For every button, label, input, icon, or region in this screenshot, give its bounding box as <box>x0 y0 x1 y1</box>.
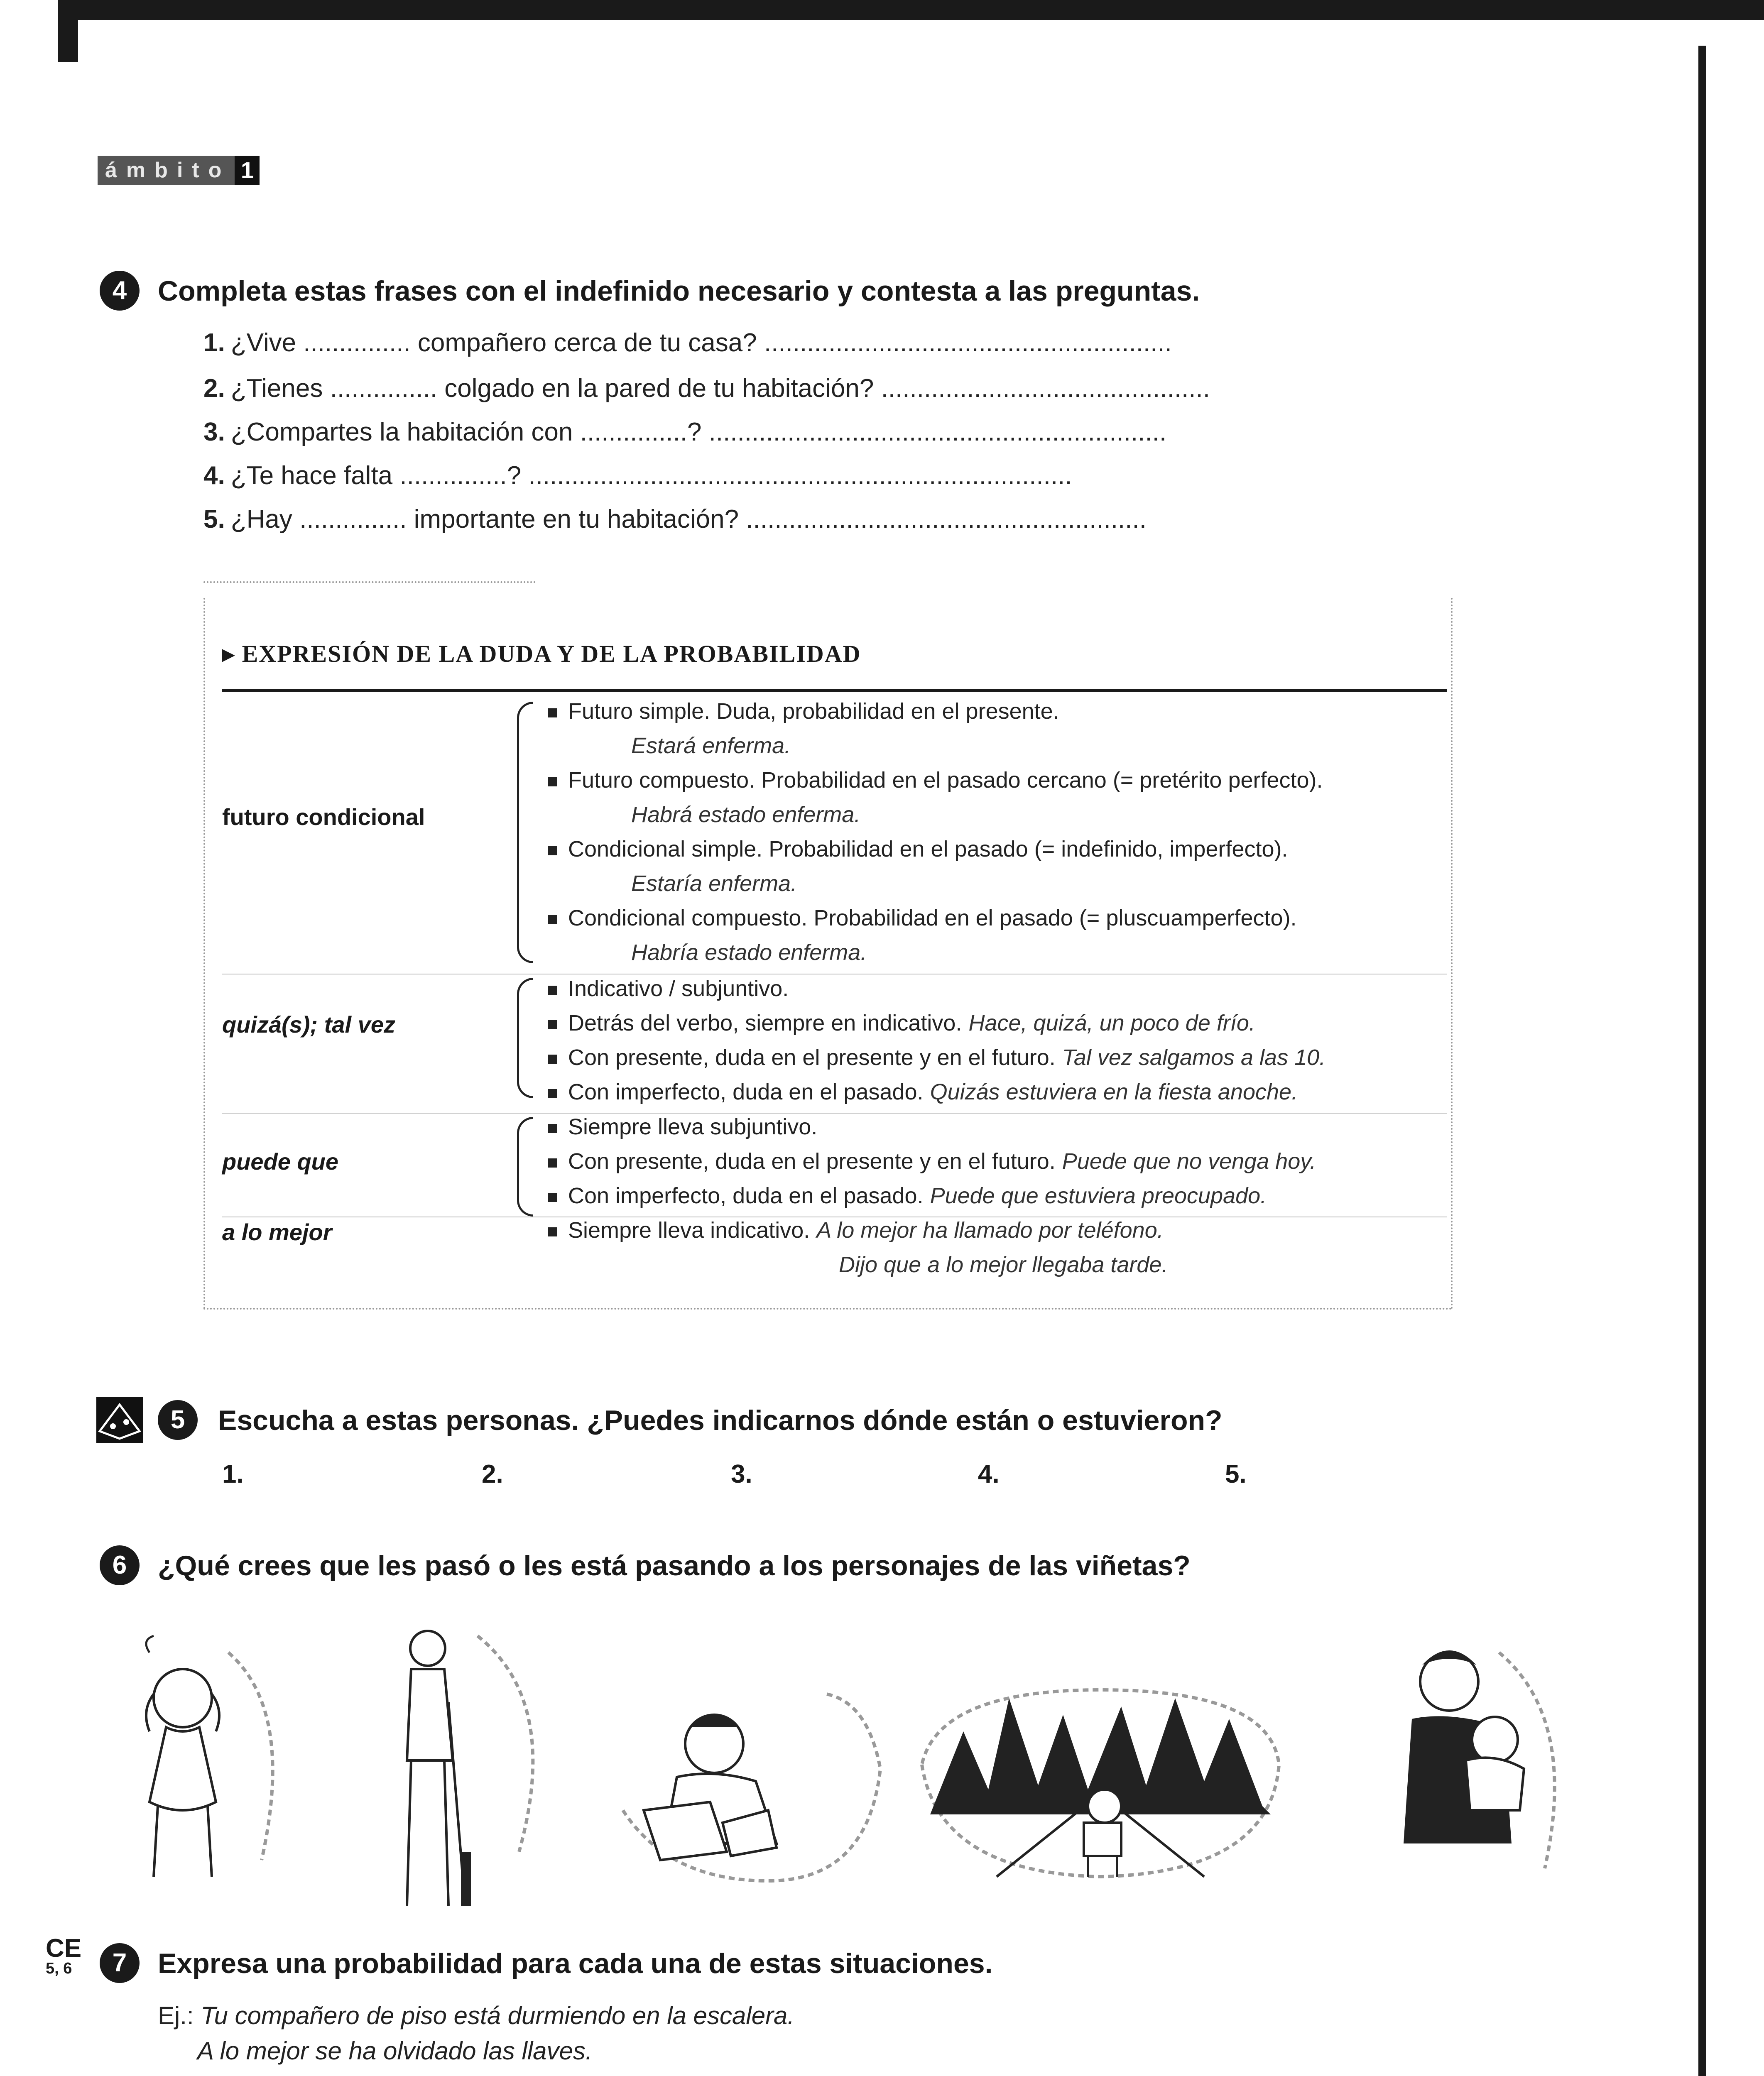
term-puede-que: puede que <box>222 1148 339 1175</box>
term-quiza-tal-vez: quizá(s); tal vez <box>222 1011 395 1038</box>
exercise-5-title: Escucha a estas personas. ¿Puedes indicarnos dónde están o estuvieron? <box>218 1405 1223 1436</box>
man-on-crutches-illustration <box>382 1619 556 1922</box>
man-reading-letter-illustration <box>619 1686 884 1885</box>
rule-line: Con presente, duda en el presente y en el futuro. Puede que no venga hoy. <box>548 1148 1316 1174</box>
answer-slot: 1. <box>222 1460 244 1488</box>
rule-line: Siempre lleva indicativo. A lo mejor ha llamado por teléfono. <box>548 1217 1164 1243</box>
cross-reference-label: CE 5, 6 <box>46 1934 82 1977</box>
rule-example: Estaría enferma. <box>631 871 797 896</box>
exercise-4-item: 1. ¿Vive ............... compañero cerca de tu casa? ......................................................... <box>203 328 1172 357</box>
rule-example: Dijo que a lo mejor llegaba tarde. <box>839 1252 1168 1277</box>
rule-line: Con imperfecto, duda en el pasado. Quizás estuviera en la fiesta anoche. <box>548 1079 1298 1105</box>
rule-line: Con imperfecto, duda en el pasado. Puede que estuviera preocupado. <box>548 1183 1267 1209</box>
exercise-4-item: 4. ¿Te hace falta ...............? ............................................................................ <box>203 461 1072 490</box>
bracket <box>517 1117 533 1217</box>
top-left-corner <box>58 0 78 62</box>
grammar-box-rule <box>222 689 1447 692</box>
section-header <box>98 156 260 185</box>
term-a-lo-mejor: a lo mejor <box>222 1219 332 1245</box>
rule-line: Con presente, duda en el presente y en el futuro. Tal vez salgamos a las 10. <box>548 1045 1325 1070</box>
father-with-baby-illustration <box>1387 1636 1566 1902</box>
exercise-4-item: 5. ¿Hay ............... importante en tu habitación? ........................................................ <box>203 505 1147 534</box>
rule-example: Estará enferma. <box>631 733 791 758</box>
answer-slot: 4. <box>978 1460 1000 1488</box>
rule-line: Futuro compuesto. Probabilidad en el pasado cercano (= pretérito perfecto). <box>548 767 1323 793</box>
exercise-4-item: 3. ¿Compartes la habitación con ...............? ................................................................ <box>203 418 1167 446</box>
exercise-7-number: 7 <box>100 1943 140 1983</box>
rule-line: Indicativo / subjuntivo. <box>548 976 789 1001</box>
term-futuro-condicional: futuro condicional <box>222 804 425 830</box>
bracket <box>517 702 533 963</box>
exercise-4-number: 4 <box>100 271 140 311</box>
answer-slot: 2. <box>482 1460 503 1488</box>
exercise-7-title: Expresa una probabilidad para cada una de estas situaciones. <box>158 1948 993 1979</box>
top-border <box>58 0 1764 20</box>
exercise-5-number: 5 <box>158 1400 198 1440</box>
section-number: 1 <box>235 156 260 185</box>
exercise-7-example-answer: A lo mejor se ha olvidado las llaves. <box>197 2037 593 2065</box>
rule-example: Habrá estado enferma. <box>631 802 861 827</box>
rule-line: Condicional simple. Probabilidad en el pasado (= indefinido, imperfecto). <box>548 836 1288 862</box>
rule-line: Detrás del verbo, siempre en indicativo. Hace, quizá, un poco de frío. <box>548 1010 1255 1036</box>
exercise-6-number: 6 <box>100 1545 140 1585</box>
grammar-box-top-edge <box>203 581 536 585</box>
section-label: ámbito <box>98 156 235 185</box>
rule-line: Siempre lleva subjuntivo. <box>548 1114 817 1140</box>
exercise-4-item: 2. ¿Tienes ............... colgado en la pared de tu habitación? .............................................. <box>203 374 1210 403</box>
answer-slot: 3. <box>731 1460 752 1488</box>
right-border <box>1698 46 1706 2076</box>
exercise-6-title: ¿Qué crees que les pasó o les está pasando a los personajes de las viñetas? <box>158 1550 1191 1581</box>
bracket <box>517 978 533 1098</box>
woman-crying-illustration <box>104 1628 299 1897</box>
grammar-box-title: ▸ EXPRESIÓN DE LA DUDA Y DE LA PROBABILIDAD <box>222 640 861 667</box>
rule-line: Futuro simple. Duda, probabilidad en el presente. <box>548 698 1059 724</box>
rule-line: Condicional compuesto. Probabilidad en el pasado (= pluscuamperfecto). <box>548 905 1297 931</box>
exercise-4-title: Completa estas frases con el indefinido necesario y contesta a las preguntas. <box>158 275 1200 307</box>
audio-cassette-icon <box>96 1397 143 1443</box>
exercise-7-example: Ej.: Tu compañero de piso está durmiendo en la escalera. <box>158 2002 795 2029</box>
group-divider <box>222 1113 1447 1114</box>
answer-slot: 5. <box>1225 1460 1247 1488</box>
rule-example: Habría estado enferma. <box>631 940 867 965</box>
dog-on-road-illustration <box>914 1682 1287 1889</box>
